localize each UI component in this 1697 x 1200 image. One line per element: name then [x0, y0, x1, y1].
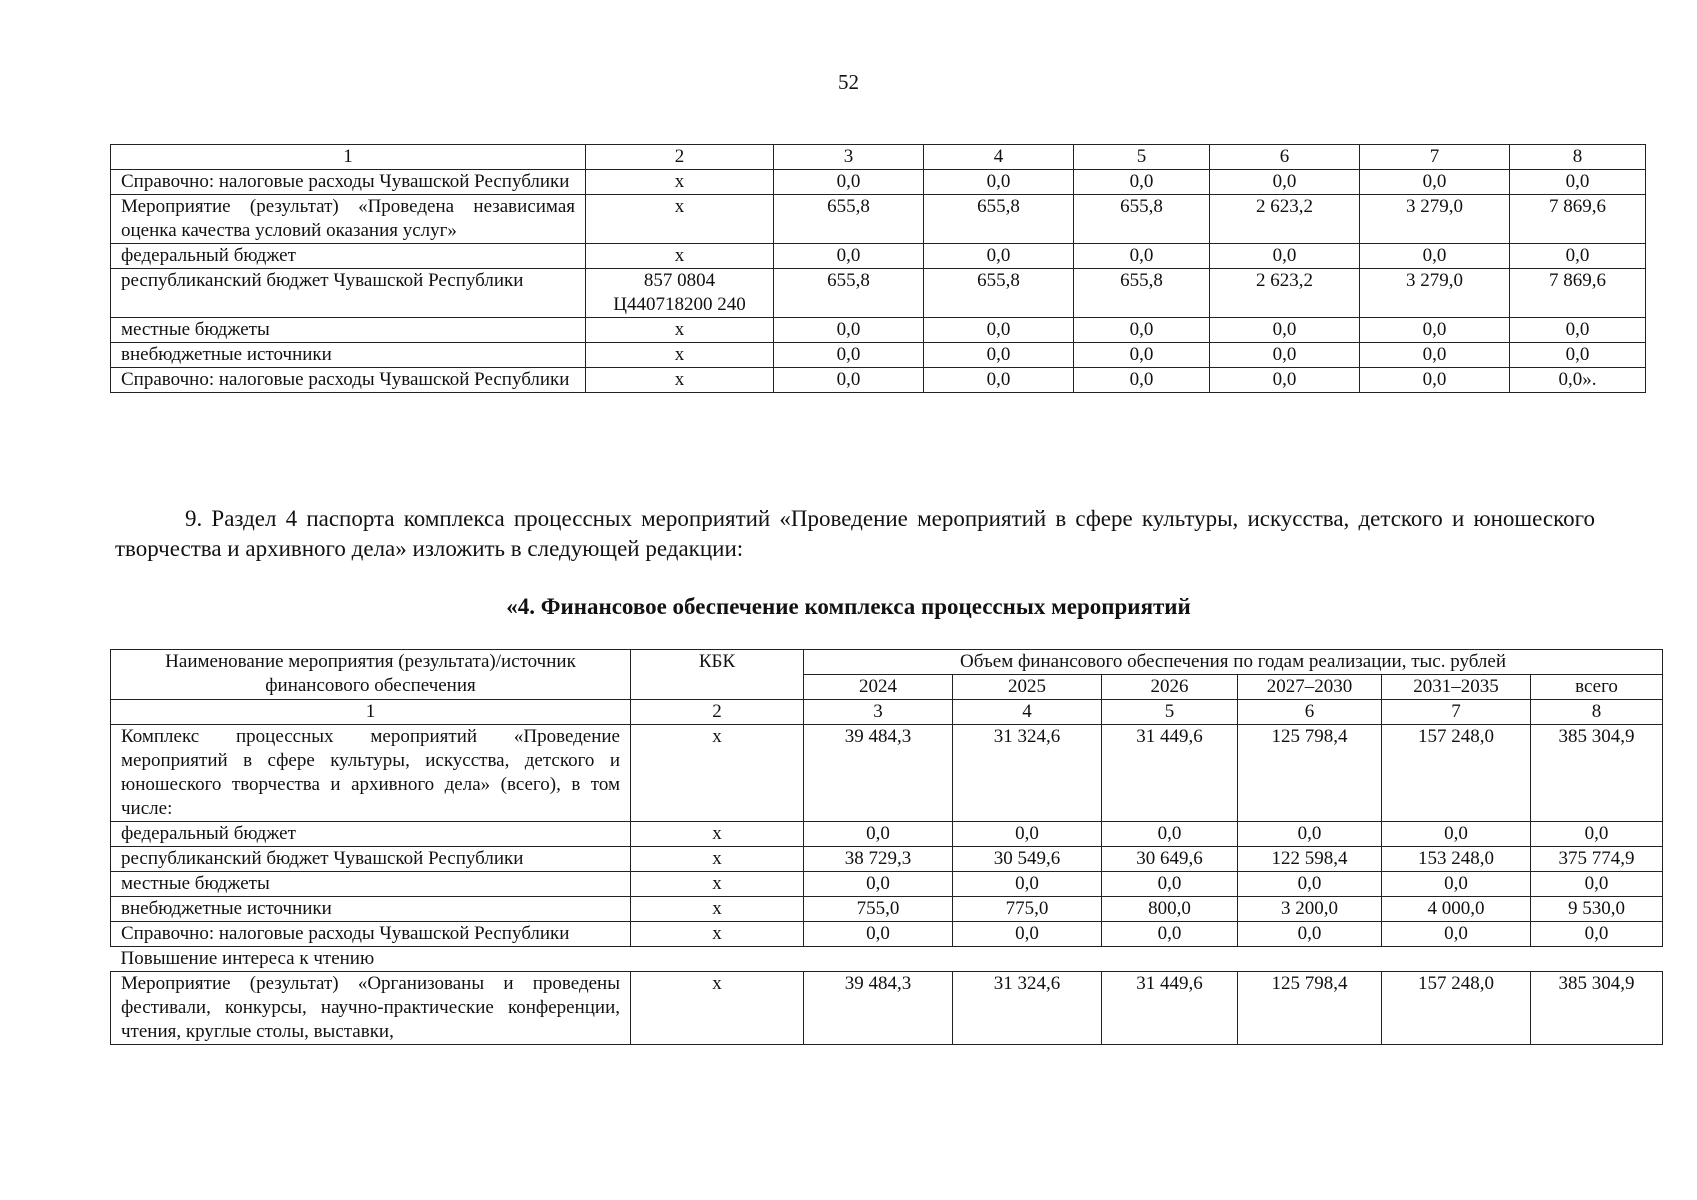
cell-value: 0,0 — [1074, 170, 1210, 195]
cell-value: 755,0 — [804, 897, 953, 922]
row-name: Комплекс процессных мероприятий «Проведение мероприятий в сфере культуры, искусства, детского и юношеского творчества и архивного дела» (всего), в том числе: — [111, 725, 631, 822]
row-name: федеральный бюджет — [111, 822, 631, 847]
financing-table — [110, 649, 1663, 1045]
section-row — [111, 947, 1663, 972]
row-name: внебюджетные источники — [111, 897, 631, 922]
table-row — [111, 244, 1646, 269]
instruction-paragraph: 9. Раздел 4 паспорта комплекса процессных мероприятий «Проведение мероприятий в сфере культуры, искусства, детского и юношеского творчества и архивного дела» изложить в следующей редакции: — [115, 506, 1595, 561]
row-kbk: x — [586, 343, 774, 368]
row-kbk: x — [586, 368, 774, 393]
table-row — [111, 343, 1646, 368]
table2-column-numbers — [111, 700, 1663, 725]
cell-value: 655,8 — [1074, 269, 1210, 318]
col-num: 3 — [804, 700, 953, 725]
table-row — [111, 972, 1663, 1045]
header-year: 2025 — [953, 675, 1102, 700]
cell-value: 7 869,6 — [1510, 269, 1646, 318]
cell-value: 31 324,6 — [953, 725, 1102, 822]
cell-value: 0,0 — [1360, 343, 1510, 368]
cell-value: 0,0 — [924, 368, 1074, 393]
cell-value: 385 304,9 — [1531, 725, 1663, 822]
row-kbk: x — [631, 847, 804, 872]
row-kbk: x — [586, 170, 774, 195]
cell-value: 0,0 — [1510, 170, 1646, 195]
col-num: 3 — [774, 145, 924, 170]
header-volume: Объем финансового обеспечения по годам реализации, тыс. рублей — [804, 650, 1663, 675]
cell-value: 2 623,2 — [1210, 269, 1360, 318]
table-row — [111, 195, 1646, 244]
cell-value: 31 449,6 — [1102, 725, 1238, 822]
section-title: Повышение интереса к чтению — [111, 947, 1663, 972]
cell-value: 0,0 — [774, 368, 924, 393]
cell-value: 375 774,9 — [1531, 847, 1663, 872]
col-num: 5 — [1074, 145, 1210, 170]
cell-value: 31 449,6 — [1102, 972, 1238, 1045]
row-name: республиканский бюджет Чувашской Республики — [111, 847, 631, 872]
header-name: Наименование мероприятия (результата)/источник финансового обеспечения — [111, 650, 631, 700]
row-kbk: x — [631, 872, 804, 897]
col-num: 1 — [111, 700, 631, 725]
row-name: Мероприятие (результат) «Организованы и проведены фестивали, конкурсы, научно-практические конференции, чтения, круглые столы, выставки, — [111, 972, 631, 1045]
cell-value: 655,8 — [924, 195, 1074, 244]
row-name: Мероприятие (результат) «Проведена независимая оценка качества условий оказания услуг» — [111, 195, 586, 244]
cell-value: 655,8 — [774, 269, 924, 318]
cell-value: 0,0 — [1382, 872, 1531, 897]
cell-value: 30 649,6 — [1102, 847, 1238, 872]
section-heading: «4. Финансовое обеспечение комплекса процессных мероприятий — [506, 594, 1191, 619]
table-row — [111, 847, 1663, 872]
row-kbk: x — [631, 897, 804, 922]
cell-value: 0,0 — [1210, 244, 1360, 269]
cell-value: 0,0 — [804, 922, 953, 947]
col-num: 4 — [924, 145, 1074, 170]
cell-value: 122 598,4 — [1238, 847, 1382, 872]
cell-value: 0,0 — [953, 872, 1102, 897]
cell-value: 0,0 — [1360, 244, 1510, 269]
col-num: 8 — [1510, 145, 1646, 170]
cell-value: 39 484,3 — [804, 972, 953, 1045]
row-name: Справочно: налоговые расходы Чувашской Республики — [111, 170, 586, 195]
table-row — [111, 725, 1663, 822]
table1-column-numbers — [111, 145, 1646, 170]
financing-table-continued — [110, 144, 1646, 393]
col-num: 5 — [1102, 700, 1238, 725]
row-kbk: x — [631, 922, 804, 947]
cell-value: 125 798,4 — [1238, 972, 1382, 1045]
cell-value: 0,0 — [1360, 368, 1510, 393]
cell-value: 0,0 — [1102, 872, 1238, 897]
cell-value: 655,8 — [924, 269, 1074, 318]
cell-value: 0,0 — [1510, 343, 1646, 368]
cell-value: 0,0 — [804, 872, 953, 897]
col-num: 6 — [1238, 700, 1382, 725]
cell-value: 0,0 — [1238, 822, 1382, 847]
cell-value: 0,0 — [1382, 822, 1531, 847]
row-kbk: 857 0804 Ц440718200 240 — [586, 269, 774, 318]
cell-value: 655,8 — [774, 195, 924, 244]
row-name: республиканский бюджет Чувашской Республики — [111, 269, 586, 318]
cell-value: 800,0 — [1102, 897, 1238, 922]
row-kbk: x — [631, 822, 804, 847]
cell-value: 0,0 — [1531, 922, 1663, 947]
cell-value: 385 304,9 — [1531, 972, 1663, 1045]
cell-value: 0,0 — [1360, 318, 1510, 343]
table-row — [111, 318, 1646, 343]
row-name: внебюджетные источники — [111, 343, 586, 368]
col-num: 8 — [1531, 700, 1663, 725]
row-name: местные бюджеты — [111, 872, 631, 897]
cell-value: 7 869,6 — [1510, 195, 1646, 244]
cell-value: 4 000,0 — [1382, 897, 1531, 922]
row-name: Справочно: налоговые расходы Чувашской Республики — [111, 922, 631, 947]
cell-value: 0,0 — [774, 170, 924, 195]
col-num: 1 — [111, 145, 586, 170]
cell-value: 0,0 — [1510, 318, 1646, 343]
cell-value: 3 200,0 — [1238, 897, 1382, 922]
row-kbk: x — [586, 195, 774, 244]
cell-value: 31 324,6 — [953, 972, 1102, 1045]
cell-value: 0,0 — [924, 318, 1074, 343]
header-year: 2024 — [804, 675, 953, 700]
cell-value: 39 484,3 — [804, 725, 953, 822]
cell-value: 125 798,4 — [1238, 725, 1382, 822]
cell-value: 0,0 — [1210, 368, 1360, 393]
table-row — [111, 872, 1663, 897]
cell-value: 0,0 — [774, 343, 924, 368]
table-row — [111, 368, 1646, 393]
table-row — [111, 822, 1663, 847]
cell-value: 157 248,0 — [1382, 725, 1531, 822]
cell-value: 0,0 — [1210, 170, 1360, 195]
cell-value: 157 248,0 — [1382, 972, 1531, 1045]
cell-value: 655,8 — [1074, 195, 1210, 244]
cell-value: 0,0 — [774, 318, 924, 343]
cell-value: 9 530,0 — [1531, 897, 1663, 922]
cell-value: 0,0 — [1074, 244, 1210, 269]
cell-value: 153 248,0 — [1382, 847, 1531, 872]
cell-value: 0,0 — [1102, 822, 1238, 847]
table-row — [111, 170, 1646, 195]
cell-value: 0,0 — [924, 343, 1074, 368]
cell-value: 0,0 — [1074, 368, 1210, 393]
header-year: 2031–2035 — [1382, 675, 1531, 700]
row-kbk: x — [631, 725, 804, 822]
col-num: 2 — [631, 700, 804, 725]
row-name: местные бюджеты — [111, 318, 586, 343]
cell-value: 0,0 — [1510, 244, 1646, 269]
cell-value: 0,0 — [1382, 922, 1531, 947]
col-num: 7 — [1360, 145, 1510, 170]
table2-header-row — [111, 650, 1663, 675]
cell-value: 0,0 — [924, 244, 1074, 269]
cell-value: 0,0 — [1531, 872, 1663, 897]
row-kbk: x — [631, 972, 804, 1045]
col-num: 6 — [1210, 145, 1360, 170]
row-kbk: x — [586, 318, 774, 343]
cell-value: 775,0 — [953, 897, 1102, 922]
header-year: 2027–2030 — [1238, 675, 1382, 700]
page-number: 52 — [838, 70, 859, 94]
cell-value: 0,0 — [1238, 922, 1382, 947]
col-num: 2 — [586, 145, 774, 170]
cell-value: 0,0 — [1074, 318, 1210, 343]
header-year: 2026 — [1102, 675, 1238, 700]
row-kbk: x — [586, 244, 774, 269]
table-row — [111, 897, 1663, 922]
header-total: всего — [1531, 675, 1663, 700]
col-num: 7 — [1382, 700, 1531, 725]
cell-value: 0,0 — [1074, 343, 1210, 368]
cell-value: 30 549,6 — [953, 847, 1102, 872]
cell-value: 0,0 — [953, 922, 1102, 947]
col-num: 4 — [953, 700, 1102, 725]
cell-value: 38 729,3 — [804, 847, 953, 872]
cell-value: 0,0 — [1210, 343, 1360, 368]
cell-value: 0,0 — [1210, 318, 1360, 343]
cell-value: 0,0 — [804, 822, 953, 847]
cell-value: 0,0 — [1360, 170, 1510, 195]
cell-value: 0,0 — [1102, 922, 1238, 947]
cell-value: 3 279,0 — [1360, 269, 1510, 318]
cell-value: 3 279,0 — [1360, 195, 1510, 244]
cell-value: 0,0». — [1510, 368, 1646, 393]
table-row — [111, 269, 1646, 318]
row-name: федеральный бюджет — [111, 244, 586, 269]
cell-value: 2 623,2 — [1210, 195, 1360, 244]
cell-value: 0,0 — [1238, 872, 1382, 897]
cell-value: 0,0 — [924, 170, 1074, 195]
cell-value: 0,0 — [1531, 822, 1663, 847]
cell-value: 0,0 — [953, 822, 1102, 847]
header-kbk: КБК — [631, 650, 804, 700]
table-row — [111, 922, 1663, 947]
cell-value: 0,0 — [774, 244, 924, 269]
row-name: Справочно: налоговые расходы Чувашской Республики — [111, 368, 586, 393]
